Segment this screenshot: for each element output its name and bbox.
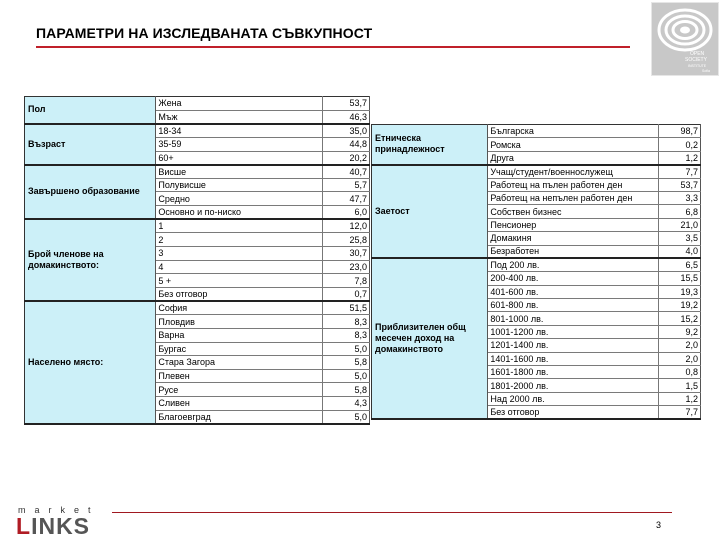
row-value: 8,3 [322, 328, 369, 342]
row-label: Пловдив [156, 315, 322, 329]
row-value: 8,3 [322, 315, 369, 329]
footer-divider [112, 512, 672, 513]
row-value: 2,0 [658, 352, 700, 365]
row-value: 5,8 [322, 383, 369, 397]
row-label: Собствен бизнес [488, 205, 659, 218]
row-value: 25,8 [322, 233, 369, 247]
page-title: ПАРАМЕТРИ НА ИЗСЛЕДВАНАТА СЪВКУПНОСТ [36, 25, 373, 41]
row-label: Висше [156, 165, 322, 179]
row-value: 44,8 [322, 137, 369, 151]
row-label: Домакиня [488, 232, 659, 245]
row-label: 801-1000 лв. [488, 312, 659, 325]
row-value: 40,7 [322, 165, 369, 179]
brand-small-text: market [18, 505, 100, 515]
row-value: 0,2 [658, 138, 700, 151]
row-value: 53,7 [658, 178, 700, 191]
row-label: 1801-2000 лв. [488, 379, 659, 392]
row-value: 23,0 [322, 260, 369, 274]
row-label: Друга [488, 151, 659, 164]
row-value: 7,8 [322, 274, 369, 288]
group-label: Завършено образование [25, 165, 156, 220]
row-label: 18-34 [156, 124, 322, 138]
row-label: 1601-1800 лв. [488, 366, 659, 379]
row-label: Варна [156, 328, 322, 342]
row-label: Над 2000 лв. [488, 392, 659, 405]
row-value: 12,0 [322, 219, 369, 233]
row-label: Жена [156, 97, 322, 111]
logo-text-1: OPEN [690, 51, 705, 57]
table-row [25, 301, 370, 315]
row-label: Благоевград [156, 410, 322, 424]
row-label: 1401-1600 лв. [488, 352, 659, 365]
row-value: 4,0 [658, 245, 700, 258]
demographics-table-left [24, 96, 370, 425]
row-value: 0,7 [322, 287, 369, 301]
brand-big-text [16, 513, 90, 540]
group-label: Населено място: [25, 301, 156, 424]
row-value: 20,2 [322, 151, 369, 165]
row-label: 401-600 лв. [488, 285, 659, 298]
row-value: 7,7 [658, 406, 700, 419]
table-row [372, 125, 701, 138]
group-label: Заетост [372, 165, 488, 259]
group-label: Възраст [25, 124, 156, 165]
row-label: 3 [156, 247, 322, 261]
row-label: Полувисше [156, 178, 322, 192]
row-value: 1,2 [658, 151, 700, 164]
row-label: 601-800 лв. [488, 299, 659, 312]
row-label: 200-400 лв. [488, 272, 659, 285]
table-row [25, 97, 370, 111]
row-label: 1201-1400 лв. [488, 339, 659, 352]
row-value: 5,0 [322, 369, 369, 383]
row-value: 5,7 [322, 178, 369, 192]
row-label: Сливен [156, 397, 322, 411]
row-label: Плевен [156, 369, 322, 383]
row-label: Русе [156, 383, 322, 397]
row-value: 7,7 [658, 165, 700, 178]
row-value: 6,5 [658, 258, 700, 271]
row-label: 5 + [156, 274, 322, 288]
group-label: Брой членове на домакинството: [25, 219, 156, 301]
row-label: Под 200 лв. [488, 258, 659, 271]
row-value: 3,3 [658, 191, 700, 204]
row-label: 35-59 [156, 137, 322, 151]
row-value: 30,7 [322, 247, 369, 261]
row-value: 5,0 [322, 410, 369, 424]
row-value: 15,2 [658, 312, 700, 325]
logo-text-2: SOCIETY [685, 57, 707, 63]
page-number: 3 [656, 520, 662, 530]
row-label: София [156, 301, 322, 315]
row-label: Ромска [488, 138, 659, 151]
row-label: 2 [156, 233, 322, 247]
table-row [372, 258, 701, 271]
row-value: 51,5 [322, 301, 369, 315]
osi-logo [651, 2, 719, 76]
row-label: Стара Загора [156, 356, 322, 370]
brand-rest: INKS [31, 513, 91, 539]
row-label: Учащ/студент/военнослужещ [488, 165, 659, 178]
row-value: 6,8 [658, 205, 700, 218]
title-divider [36, 46, 630, 48]
row-label: 1 [156, 219, 322, 233]
row-value: 3,5 [658, 232, 700, 245]
row-label: 1001-1200 лв. [488, 325, 659, 338]
row-label: Основно и по-ниско [156, 206, 322, 220]
table-row [25, 219, 370, 233]
brand-first-letter: L [16, 513, 32, 539]
row-label: 4 [156, 260, 322, 274]
group-label: Приблизителен общ месечен доход на домакинството [372, 258, 488, 419]
row-value: 98,7 [658, 125, 700, 138]
logo-text-4: Sofia [702, 69, 710, 73]
group-label: Пол [25, 97, 156, 124]
table-row [372, 165, 701, 178]
demographics-table-right [371, 124, 701, 420]
row-value: 47,7 [322, 192, 369, 206]
row-value: 1,5 [658, 379, 700, 392]
row-label: Бургас [156, 342, 322, 356]
row-label: Мъж [156, 110, 322, 124]
row-value: 2,0 [658, 339, 700, 352]
row-value: 19,2 [658, 299, 700, 312]
row-label: Без отговор [488, 406, 659, 419]
row-value: 6,0 [322, 206, 369, 220]
row-value: 5,0 [322, 342, 369, 356]
row-value: 5,8 [322, 356, 369, 370]
row-value: 35,0 [322, 124, 369, 138]
row-label: Без отговор [156, 287, 322, 301]
logo-text-3: INSTITUTE [688, 64, 707, 68]
table-row [25, 165, 370, 179]
row-value: 15,5 [658, 272, 700, 285]
row-label: Българска [488, 125, 659, 138]
group-label: Етническа принадлежност [372, 125, 488, 165]
row-label: Средно [156, 192, 322, 206]
row-value: 4,3 [322, 397, 369, 411]
row-value: 21,0 [658, 218, 700, 231]
marketlinks-logo [16, 505, 108, 539]
spiral-icon [652, 3, 718, 75]
row-value: 0,8 [658, 366, 700, 379]
row-label: 60+ [156, 151, 322, 165]
row-value: 9,2 [658, 325, 700, 338]
row-label: Работещ на непълен работен ден [488, 191, 659, 204]
table-row [25, 124, 370, 138]
row-value: 46,3 [322, 110, 369, 124]
row-value: 19,3 [658, 285, 700, 298]
row-value: 53,7 [322, 97, 369, 111]
row-label: Пенсионер [488, 218, 659, 231]
row-label: Безработен [488, 245, 659, 258]
row-value: 1,2 [658, 392, 700, 405]
row-label: Работещ на пълен работен ден [488, 178, 659, 191]
